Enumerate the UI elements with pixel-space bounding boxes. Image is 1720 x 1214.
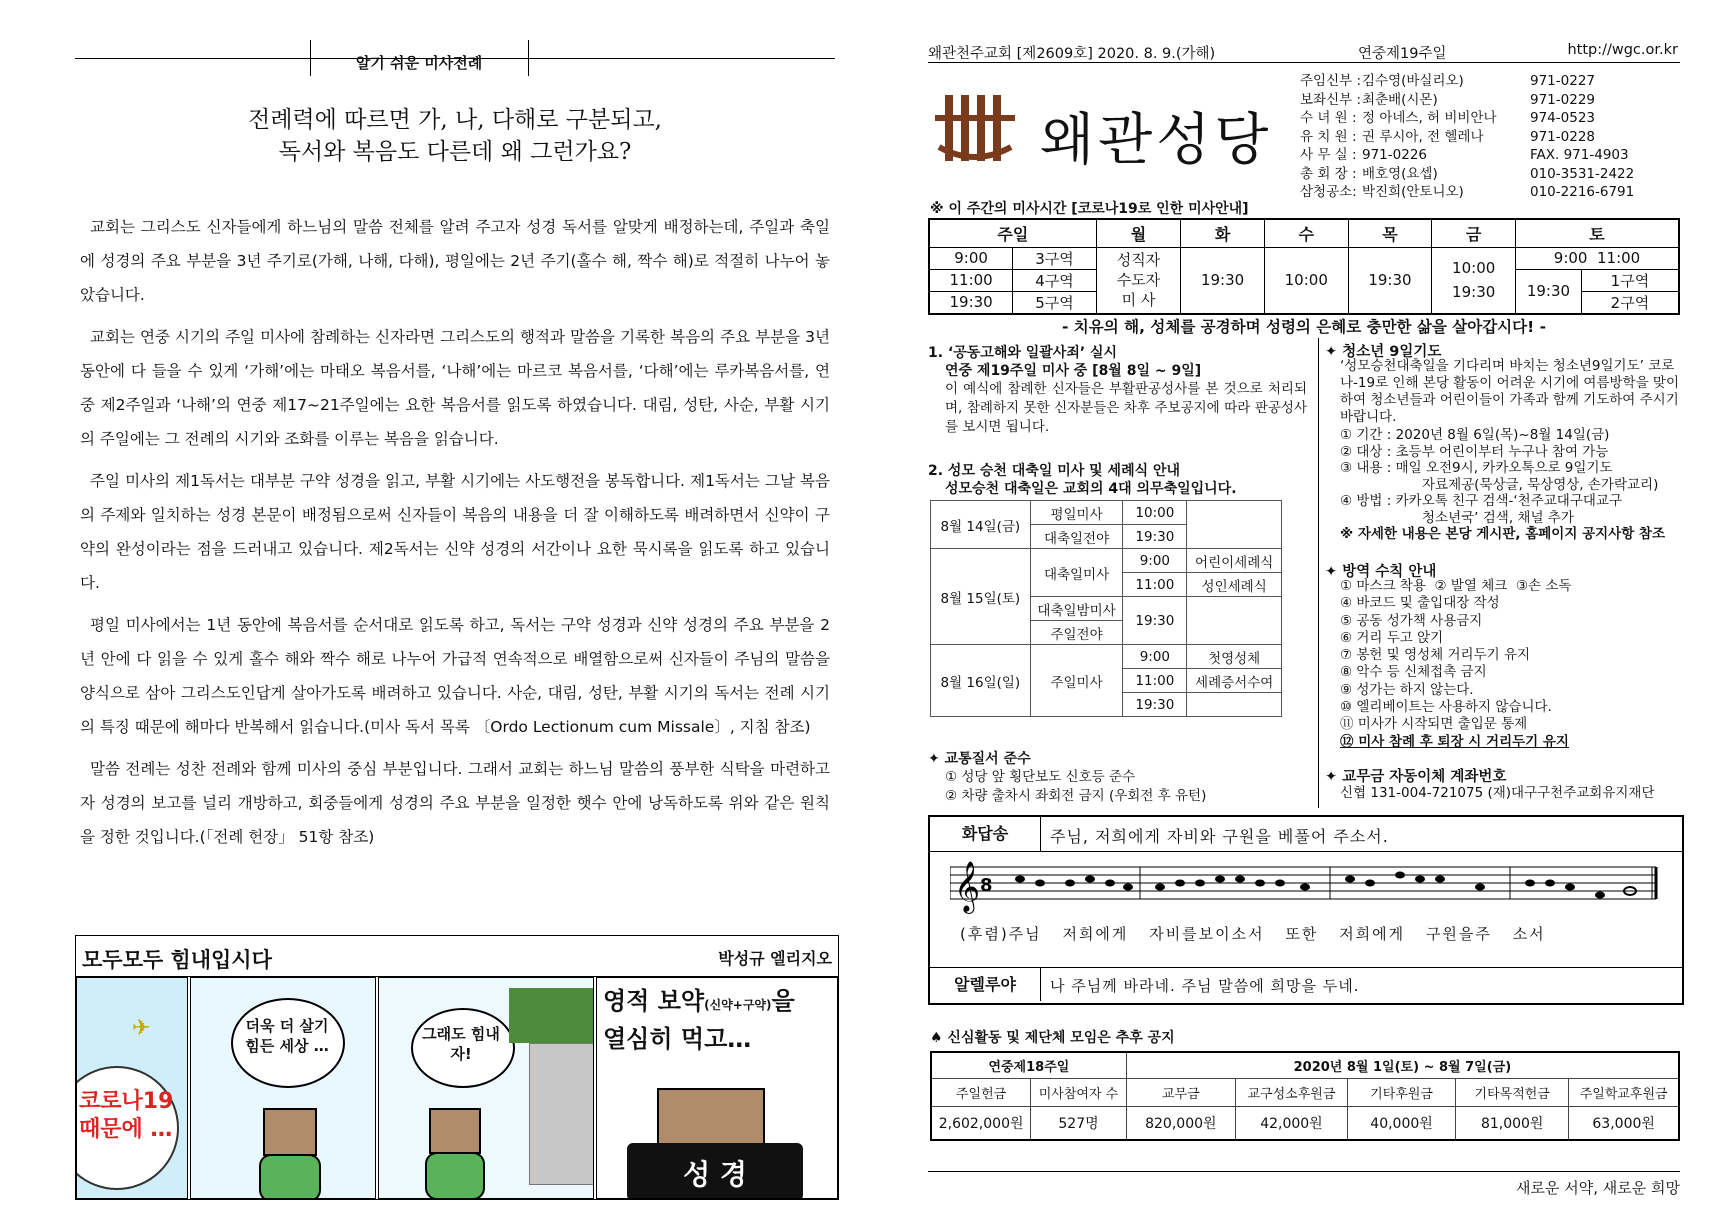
notice-2-title: 2. 성모 승천 대축일 미사 및 세례식 안내 — [928, 463, 1181, 479]
music-staff — [950, 859, 1662, 919]
finance-header: 교무금 — [1126, 1078, 1235, 1106]
staff-row — [1300, 91, 1680, 110]
staff-row — [1300, 72, 1680, 91]
finance-header: 미사참여자 수 — [1031, 1078, 1127, 1106]
comic-panel-2 — [190, 977, 376, 1199]
staff-row — [1300, 109, 1680, 128]
bird-icon: ✈ — [132, 1016, 151, 1041]
sunday-area: 3구역 — [1013, 247, 1097, 269]
finance-header: 교구성소후원금 — [1235, 1078, 1347, 1106]
wednesday-time: 10:00 — [1264, 247, 1348, 314]
staff-role: 유 치 원 : — [1300, 128, 1357, 145]
left-header-tick-right — [528, 40, 529, 76]
friday-times — [1432, 247, 1516, 314]
finance-header: 주일학교후원금 — [1569, 1078, 1679, 1106]
day-header: 월 — [1096, 219, 1181, 247]
staff-row — [1300, 128, 1680, 147]
quarantine-item: ⑦ 봉헌 및 영성체 거리두기 유지 — [1340, 647, 1531, 664]
mass-time: 19:30 — [1123, 693, 1187, 717]
youth-item: ① 기간 : 2020년 8월 6일(목)~8월 14일(금) — [1340, 427, 1610, 443]
article-paragraph: 평일 미사에서는 1년 동안에 복음서를 순서대로 읽도록 하고, 독서는 구약 성경과 신약 성경의 주요 부분을 2년 안에 다 읽을 수 있게 홀수 해와 짝수 해로 나누어 가급적 연속적으로 배열함으로써 신자들이 주님의 말씀을 양식으로 삼아 그리스도인답게 살아가도록 배려하고 있습니다. 사순, 대림, 성탄, 부활 시기의 독서는 전례 시기의 특징 때문에 해마다 반복해서 읽습니다.(미사 독서 목록 〔Ordo Lectionum cum Missale〕, 지침 참조) — [80, 616, 830, 736]
mass-name: 주일미사 — [1030, 645, 1123, 717]
finance-header-row — [931, 1078, 1679, 1106]
finance-value: 81,000원 — [1456, 1106, 1569, 1140]
bulletin-topline — [928, 42, 1678, 62]
lyric: 저희에게 — [1062, 925, 1129, 943]
liturgical-sunday: 연중제19주일 — [1358, 46, 1447, 62]
transfer-body: 신협 131-004-721075 (재)대구구천주교회유지재단 — [1340, 785, 1655, 801]
mass-name: 대축일미사 — [1030, 549, 1123, 597]
quarantine-item: ⑫ 미사 참례 후 퇴장 시 거리두기 유지 — [1340, 733, 1569, 750]
finance-value: 2,602,000원 — [931, 1106, 1031, 1140]
notice-1-body: 이 예식에 참례한 신자들은 부활판공성사를 본 것으로 처리되며, 참례하지 못한 신자분들은 차후 주보공지에 따라 판공성사를 보시면 됩니다. — [945, 381, 1307, 435]
mass-schedule-heading: ※ 이 주간의 미사시간 [코로나19로 인한 미사안내] — [930, 201, 1249, 217]
saturday-morning: 9:00 11:00 — [1516, 247, 1679, 269]
staff-phone: 971-0229 — [1530, 91, 1595, 108]
staff-phone: 974-0523 — [1530, 110, 1595, 126]
comic-panel-4-book: 성 경 — [683, 1158, 747, 1191]
finance-value: 42,000원 — [1235, 1106, 1347, 1140]
lyric: 소서 — [1512, 925, 1546, 943]
youth-list — [1340, 427, 1680, 543]
staff-role: 주임신부 : — [1300, 73, 1362, 89]
person-body — [259, 1154, 321, 1199]
parish-motto: - 치유의 해, 성체를 공경하며 성령의 은혜로 충만한 삶을 살아갑시다! - — [1061, 318, 1547, 336]
psalm-text-rule — [1040, 851, 1682, 852]
footer-rule — [928, 1171, 1680, 1172]
monday-line: 미 사 — [1121, 291, 1156, 309]
monday-line: 수도자 — [1116, 271, 1161, 289]
finance-value: 40,000원 — [1348, 1106, 1456, 1140]
staff-name: 박진희(안토니오) — [1362, 184, 1464, 200]
quarantine-item: ⑪ 미사가 시작되면 출입문 통제 — [1340, 716, 1528, 733]
staff-phone: 971-0227 — [1530, 73, 1595, 89]
staff-name: 김수영(바실리오) — [1362, 73, 1464, 89]
staff-role: 삼청공소: — [1300, 184, 1357, 200]
church-name: 왜관성당 — [1040, 108, 1273, 173]
bulletin-issue: 왜관천주교회 [제2609호] 2020. 8. 9.(가해) — [928, 46, 1216, 62]
youth-note: ※ 자세한 내용은 본당 게시판, 홈페이지 공지사항 참조 — [1340, 526, 1666, 542]
mass-days-row — [929, 219, 1679, 247]
footer-slogan: 새로운 서약, 새로운 희망 — [1516, 1179, 1680, 1197]
event-cell: 성인세례식 — [1187, 573, 1282, 597]
staff-name: 배호영(요셉) — [1362, 165, 1438, 182]
church-logo — [935, 95, 1015, 167]
quarantine-item: ⑧ 악수 등 신체접촉 금지 — [1340, 664, 1487, 681]
person-head — [657, 1088, 765, 1148]
comic-panel-3-bubble: 그래도 힘내자! — [422, 1025, 500, 1063]
mass-name: 평일미사 — [1030, 501, 1123, 525]
youth-item: 자료제공(묵상글, 묵상영상, 손가락교리) — [1422, 476, 1659, 493]
psalm-text: 주님, 저희에게 자비와 구원을 베풀어 주소서. — [1050, 827, 1389, 846]
finance-table — [930, 1051, 1680, 1141]
day-header: 금 — [1432, 219, 1516, 247]
sunday-time: 11:00 — [929, 269, 1013, 291]
sunday-time: 9:00 — [929, 247, 1013, 269]
website-link[interactable]: http://wgc.or.kr — [1567, 42, 1678, 58]
staff-name: 정 아네스, 허 비비안나 — [1362, 110, 1497, 126]
event-cell — [1187, 597, 1282, 645]
person-figure — [263, 1108, 317, 1156]
lyric: (후렴)주님 — [960, 925, 1042, 943]
mass-name: 대축일전야 — [1030, 525, 1123, 549]
psalm-label: 화답송 — [930, 817, 1041, 852]
church-logo-icon — [935, 95, 1015, 167]
saturday-area: 1구역 — [1581, 269, 1679, 291]
svg-text:𝄞: 𝄞 — [954, 861, 981, 912]
date-cell: 8월 14일(금) — [931, 501, 1031, 549]
youth-item: ④ 방법 : 카카오톡 친구 검색-‘천주교대구대교구 — [1340, 493, 1623, 509]
comic-panel-4-text3: 열심히 먹고… — [603, 1025, 752, 1053]
quarantine-title: ✦ 방역 수칙 안내 — [1325, 564, 1437, 580]
staff-name: 권 루시아, 전 헬레나 — [1362, 128, 1484, 145]
mass-time: 11:00 — [1123, 669, 1187, 693]
finance-period-row — [931, 1052, 1679, 1078]
staff-phone: FAX. 971-4903 — [1530, 147, 1629, 163]
mass-time: 11:00 — [1123, 573, 1187, 597]
event-cell: 어린이세례식 — [1187, 549, 1282, 573]
staff-name: 최춘배(시몬) — [1362, 91, 1438, 108]
staff-phone: 010-2216-6791 — [1530, 184, 1635, 200]
comic-panel-4-text — [603, 984, 795, 1056]
comic-strip — [75, 935, 839, 1200]
sunday-area: 4구역 — [1013, 269, 1097, 291]
day-header: 화 — [1181, 219, 1265, 247]
traffic-title: ✦ 교통질서 준수 — [928, 751, 1031, 767]
svg-text:8: 8 — [980, 875, 993, 896]
event-cell — [1187, 501, 1282, 549]
day-header: 토 — [1516, 219, 1679, 247]
staff-role: 수 녀 원 : — [1300, 110, 1357, 126]
article-paragraph: 교회는 연중 시기의 주일 미사에 참례하는 신자라면 그리스도의 행적과 말씀을 기록한 복음의 주요 부분을 3년 동안에 다 들을 수 있게 ‘가해’에는 마태오 복음서를, ‘나해’에는 마르코 복음서를, ‘다해’에는 루카복음서를, 연중 제2주일과 ‘나해’의 연중 제17~21주일에는 요한 복음서를 읽도록 하였습니다. 대림, 성탄, 사순, 부활 시기의 주일에는 그 전례의 시기와 조화를 이루는 복음을 읽습니다. — [80, 328, 830, 448]
person-body — [425, 1152, 485, 1199]
youth-item: 청소년국’ 검색, 채널 추가 — [1422, 509, 1574, 526]
psalm-box — [928, 815, 1684, 1005]
staff-role: 보좌신부 : — [1300, 91, 1362, 108]
staff-list — [1300, 72, 1680, 202]
finance-header: 주일헌금 — [931, 1078, 1031, 1106]
youth-body: ‘성모승천대축일을 기다리며 바치는 청소년9일기도’ 코로나-19로 인해 본당 활동이 어려운 시기에 여름방학을 맞이하여 청소년들과 어린이들이 가족과 함께 기도하여 주시기 바랍니다. — [1340, 358, 1679, 425]
comic-title: 모두모두 힘내입시다 — [82, 948, 272, 972]
comic-panel-1-text: 코로나19 때문에 … — [79, 1089, 174, 1142]
alleluia-rule — [930, 967, 1682, 968]
traffic-item: ① 성당 앞 횡단보도 신호등 준수 — [945, 769, 1136, 785]
youth-item: ② 대상 : 초등부 어린이부터 누구나 참여 가능 — [1340, 443, 1609, 460]
comic-panel-4-text1: 영적 보약 — [603, 987, 705, 1015]
finance-week: 연중제18주일 — [931, 1052, 1126, 1078]
traffic-item: ② 차량 출차시 좌회전 금지 (우회전 후 유턴) — [945, 788, 1207, 804]
comic-panel-1 — [76, 977, 188, 1199]
staff-row — [1300, 146, 1680, 165]
mass-time: 10:00 — [1123, 501, 1187, 525]
mass-schedule-table — [928, 218, 1680, 315]
activities-note: ♠ 신심활동 및 제단체 모임은 추후 공지 — [930, 1030, 1175, 1046]
comic-panels — [76, 976, 838, 1199]
alleluia-label: 알렐루야 — [930, 968, 1041, 1001]
quarantine-item: ① 마스크 착용 ② 발열 체크 ③손 소독 — [1340, 578, 1572, 594]
monday-mass — [1096, 247, 1181, 314]
article-title — [75, 104, 835, 168]
finance-table-wrap — [930, 1051, 1680, 1141]
finance-value: 63,000원 — [1569, 1106, 1679, 1140]
tuesday-time: 19:30 — [1181, 247, 1265, 314]
quarantine-item: ④ 바코드 및 출입대장 작성 — [1340, 595, 1500, 612]
saturday-evening: 19:30 — [1516, 269, 1582, 314]
event-cell — [1187, 693, 1282, 717]
article-paragraph: 주일 미사의 제1독서는 대부분 구약 성경을 읽고, 부활 시기에는 사도행전을 봉독합니다. 제1독서는 그날 복음의 주제와 일치하는 성경 본문이 배정됨으로써 신자들이 복음의 내용을 더 잘 이해하도록 배려하면서 신약이 구약의 완성이라는 점을 드러내고 있습니다. 제2독서는 신약 성경의 서간이나 요한 묵시록을 읽도록 하고 있습니다. — [80, 472, 830, 592]
friday-time: 10:00 — [1452, 259, 1496, 277]
finance-header: 기타목적헌금 — [1456, 1078, 1569, 1106]
event-cell: 세례증서수여 — [1187, 669, 1282, 693]
staff-role: 사 무 실 : — [1300, 147, 1357, 163]
traffic-list — [945, 768, 1206, 806]
day-header: 주일 — [929, 219, 1096, 247]
comic-panel-3 — [378, 977, 594, 1199]
quarantine-item: ⑩ 엘리베이트는 사용하지 않습니다. — [1340, 699, 1552, 716]
mass-name: 대축일밤미사 — [1030, 597, 1123, 621]
staff-phone: 010-3531-2422 — [1530, 165, 1635, 182]
mass-name: 주일전야 — [1030, 621, 1123, 645]
left-header-label: 알기 쉬운 미사전례 — [355, 54, 483, 72]
assumption-schedule-table — [930, 500, 1282, 717]
mass-row-1 — [929, 247, 1679, 269]
lyric: 또한 — [1285, 925, 1319, 943]
friday-time: 19:30 — [1452, 283, 1496, 301]
quarantine-list — [1340, 578, 1680, 751]
staff-row — [1300, 165, 1680, 184]
building-wall — [529, 1043, 594, 1185]
comic-panel-4 — [596, 977, 838, 1199]
date-cell: 8월 15일(토) — [931, 549, 1031, 645]
mass-time: 19:30 — [1123, 597, 1187, 645]
psalm-lyrics — [960, 923, 1660, 944]
comic-panel-4-text2: 을 — [771, 987, 795, 1015]
topline-rule — [928, 62, 1680, 63]
notice-1-title: 1. ‘공동고해와 일괄사죄’ 실시 — [928, 345, 1118, 361]
sunday-time: 19:30 — [929, 291, 1013, 314]
mass-time: 9:00 — [1123, 549, 1187, 573]
article-title-line1: 전례력에 따르면 가, 나, 다해로 구분되고, — [248, 107, 662, 133]
sunday-area: 5구역 — [1013, 291, 1097, 314]
quarantine-item: ⑤ 공동 성가책 사용금지 — [1340, 612, 1483, 629]
day-header: 목 — [1348, 219, 1432, 247]
finance-value: 820,000원 — [1126, 1106, 1235, 1140]
staff-name: 971-0226 — [1362, 147, 1427, 163]
comic-author: 박성규 엘리지오 — [718, 949, 832, 968]
person-figure — [429, 1108, 481, 1154]
youth-title: ✦ 청소년 9일기도 — [1325, 344, 1442, 360]
youth-item: ③ 내용 : 매일 오전9시, 카카오톡으로 9일기도 — [1340, 460, 1613, 476]
monday-line: 성직자 — [1116, 251, 1161, 269]
mass-time: 9:00 — [1123, 645, 1187, 669]
finance-period: 2020년 8월 1일(토) ~ 8월 7일(금) — [1126, 1052, 1679, 1078]
notice-2-sub: 성모승천 대축일은 교회의 4대 의무축일입니다. — [945, 481, 1237, 497]
alleluia-text: 나 주님께 바라네. 주님 말씀에 희망을 두네. — [1050, 977, 1360, 995]
finance-header: 기타후원금 — [1348, 1078, 1456, 1106]
transfer-title: ✦ 교무금 자동이체 계좌번호 — [1325, 769, 1507, 785]
article-paragraph: 교회는 그리스도 신자들에게 하느님의 말씀 전체를 알려 주고자 성경 독서를 알맞게 배정하는데, 주일과 축일에 성경의 주요 부분을 3년 주기로(가해, 나해, 다해), 평일에는 2년 주기(홀수 해, 짝수 해)로 적절히 나누어 놓았습니다. — [80, 218, 830, 304]
event-cell: 첫영성체 — [1187, 645, 1282, 669]
mass-time: 19:30 — [1123, 525, 1187, 549]
article-paragraph: 말씀 전례는 성찬 전례와 함께 미사의 중심 부분입니다. 그래서 교회는 하느님 말씀의 풍부한 식탁을 마련하고자 성경의 보고를 널리 개방하고, 회중들에게 성경의 주요 부분을 일정한 햇수 안에 낭독하도록 위와 같은 원칙을 정한 것입니다.(「전례 헌장」 51항 참조) — [80, 760, 830, 846]
saturday-area: 2구역 — [1581, 291, 1679, 314]
finance-value-row — [931, 1106, 1679, 1140]
finance-value: 527명 — [1031, 1106, 1127, 1140]
lyric: 구원을주 — [1425, 925, 1492, 943]
article-title-line2: 독서와 복음도 다른데 왜 그런가요? — [278, 139, 632, 165]
staff-role: 총 회 장 : — [1300, 165, 1357, 182]
column-divider — [1318, 338, 1319, 808]
comic-panel-4-small: (신약+구약) — [704, 998, 772, 1012]
date-cell: 8월 16일(일) — [931, 645, 1031, 717]
notice-1-sub: 연중 제19주일 미사 중 [8월 8일 ~ 9일] — [945, 363, 1202, 379]
staff-phone: 971-0228 — [1530, 128, 1595, 145]
day-header: 수 — [1264, 219, 1348, 247]
comic-panel-2-bubble: 더욱 더 살기 힘든 세상 … — [245, 1017, 329, 1055]
thursday-time: 19:30 — [1348, 247, 1432, 314]
lyric: 자비를보이소서 — [1149, 925, 1265, 943]
quarantine-item: ⑥ 거리 두고 앉기 — [1340, 629, 1444, 646]
quarantine-item: ⑨ 성가는 하지 않는다. — [1340, 681, 1474, 698]
lyric: 저희에게 — [1339, 925, 1406, 943]
left-header-tick-left — [310, 40, 311, 76]
staff-row — [1300, 183, 1680, 202]
article-body — [80, 210, 830, 862]
building-roof — [509, 988, 594, 1043]
music-notes — [1015, 872, 1636, 899]
